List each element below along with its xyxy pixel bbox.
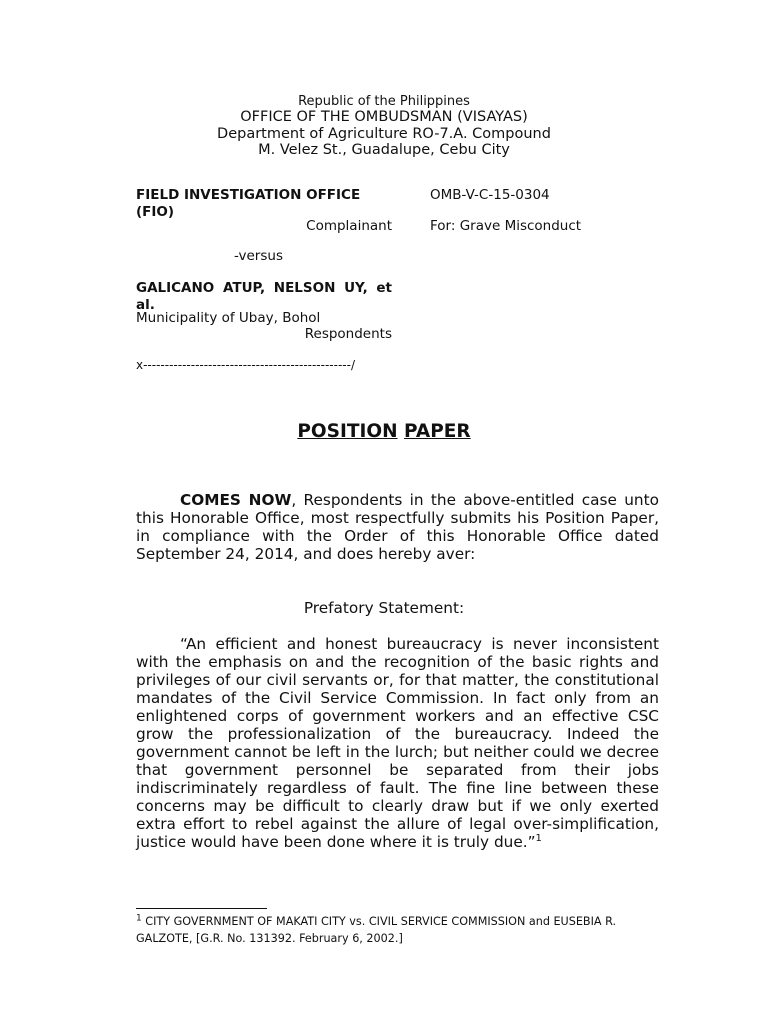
footnote — [136, 913, 666, 947]
prefatory-quote — [136, 635, 659, 851]
respondent-role: Respondents — [304, 326, 392, 342]
title-word-paper: PAPER — [404, 421, 471, 442]
footnote-rule — [136, 908, 267, 909]
header-address-line2: M. Velez St., Guadalupe, Cebu City — [258, 142, 510, 158]
case-number: OMB-V-C-15-0304 — [430, 187, 550, 203]
caption-separator: x------------------------------------------------/ — [136, 358, 355, 372]
case-charge: For: Grave Misconduct — [430, 218, 582, 234]
quote-text: “An efficient and honest bureaucracy is never inconsistent with the emphasis on and the recognition of the basic rights and privileges of our civil servants or, for that matter, the constitutional mandates of the Civil Service Commission. In fact only from an enlightened corps of government workers and an effective CSC grow the professionalization of the bureaucracy. Indeed the government cannot be left in the lurch; but neither could we decree that government personnel be separated from their jobs indiscriminately regardless of fault. The fine line between these concerns may be difficult to clearly draw but if we only exerted extra effort to rebel against the allure of legal over-simplification, justice would have been done where it is truly due.” — [136, 635, 659, 851]
versus-label: -versus — [234, 248, 283, 264]
header-office: OFFICE OF THE OMBUDSMAN (VISAYAS) — [240, 109, 528, 125]
title-word-position: POSITION — [297, 421, 398, 442]
complainant-name: FIELD INVESTIGATION OFFICE (FIO) — [136, 187, 361, 220]
prefatory-heading: Prefatory Statement: — [303, 599, 465, 617]
respondent-location: Municipality of Ubay, Bohol — [136, 310, 321, 326]
intro-text: , Respondents in the above-entitled case unto this Honorable Office, most respectfully submits his Position Paper, in compliance with the Order of this Honorable Office dated September 24, 2014, and does hereby aver: — [136, 491, 659, 563]
document-title — [0, 421, 768, 442]
footnote-text: CITY GOVERNMENT OF MAKATI CITY vs. CIVIL SERVICE COMMISSION and EUSEBIA R. GALZOTE, [G.R. No. 131392. February 6, 2002.] — [136, 915, 617, 945]
header-address-line1: Department of Agriculture RO-7.A. Compound — [217, 126, 551, 142]
intro-paragraph — [136, 491, 659, 563]
respondent-names: GALICANO ATUP, NELSON UY, et al. — [136, 280, 392, 313]
complainant-role: Complainant — [306, 218, 392, 234]
footnote-marker: 1 — [136, 913, 142, 924]
header-republic: Republic of the Philippines — [298, 94, 470, 109]
footnote-reference: 1 — [535, 832, 542, 844]
intro-lead: COMES NOW — [180, 491, 292, 509]
